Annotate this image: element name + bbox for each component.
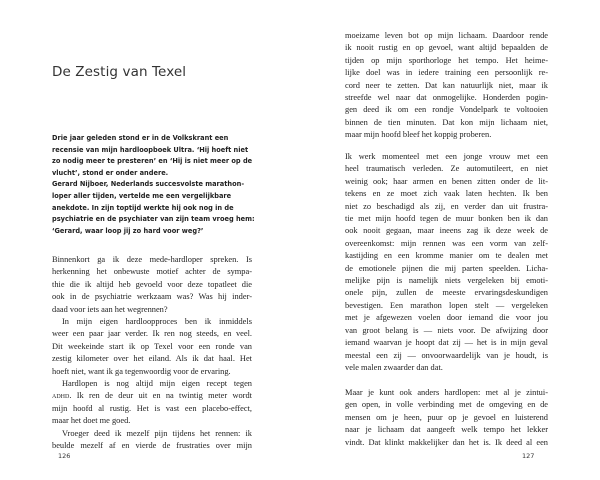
text-line: adhd. Ik ren de deur uit en na twintig meter wordt: [52, 391, 252, 401]
text-line: heel traumatisch verleden. Ze automutileert, en niet: [345, 164, 548, 174]
text-line: Dit weekeinde start ik op Texel voor een ronde van: [52, 341, 252, 351]
text-line: de emotionele pijnen die mij parten speelden. Licha-: [345, 263, 548, 273]
text-line: streefde wel naar dat onmogelijke. Honderden pogin-: [345, 93, 548, 103]
text-line: onele pijn, zullen de meeste ervaringsdeskundigen: [345, 288, 548, 298]
text-line: maar het doet me goed.: [52, 416, 131, 426]
text-line: In mijn eigen hardloopproces ben ik inmiddels: [62, 317, 252, 327]
text-line: Maar je kunt ook anders hardlopen: met al je zintui-: [345, 388, 548, 397]
text-line: daad voor iets aan het wegrennen?: [52, 304, 168, 314]
text-line: Hardlopen is nog altijd mijn eigen recept tegen: [62, 379, 252, 389]
text-line: cord neer te zetten. Dat kan natuurlijk niet, maar ik: [345, 80, 548, 90]
intro-line: psychiatrie en de psychiater van zijn team vroeg hem:: [52, 215, 255, 224]
text-line: herkenning het onbewuste motief achter de sympa-: [52, 267, 252, 277]
intro-line: loper aller tijden, vertelde me een vergelijkbare: [52, 191, 232, 200]
intro-line: vlucht’, stond er onder andere.: [52, 168, 169, 177]
text-line: binnen de tien minuten. Dat kon mijn lichaam niet,: [345, 117, 548, 127]
paragraph-1: [345, 30, 548, 142]
text-line: van groot belang is — niets voor. De afwijzing door: [345, 325, 548, 335]
text-line: hoeft niet, want ik ga tegenwoordig voor de ervaring.: [52, 366, 231, 376]
text-line: niet zo beschadigd als zij, en verder dan uit frustra-: [345, 201, 548, 211]
text-line: mensen om je heen, puur op je gevoel en luisterend: [345, 412, 548, 422]
right-page: [300, 0, 600, 480]
intro-line: ‘Gerard, waar loop jij zo hard voor weg?’: [52, 226, 204, 235]
text-line: mijn hoofd al rustig. Het is vast een placebo-effect,: [52, 403, 252, 413]
page-number-right: 127: [522, 452, 535, 460]
intro-line: recensie van mijn hardloopboek Ultra. ‘Hij hoeft niet: [52, 145, 249, 154]
text-line: tekens en ze moet zich vaak laten hechten. Ik ben: [345, 189, 548, 199]
text-line: Binnenkort ga ik deze mede-hardloper spreken. Is: [52, 255, 252, 264]
text-line: Ik werk momenteel met een jonge vrouw met een: [345, 152, 548, 161]
paragraph-2: [345, 151, 548, 374]
text-line: beulde mezelf af en vierde de frustraties over mijn: [52, 441, 252, 451]
text-line: gen open, in volle verbinding met de omgeving en de: [345, 400, 548, 410]
text-line: Vroeger deed ik mezelf pijn tijdens het rennen: ik: [62, 428, 252, 438]
text-line: vindt. Dat klinkt makkelijker dan het is. Ik deed al een: [345, 437, 548, 447]
text-line: zestig kilometer over het eiland. Als ik dat haal. Het: [52, 354, 252, 364]
intro-line: zo nodig meer te presteren’ en ‘Hij is niet meer op de: [52, 157, 253, 166]
text-line: kastijding en een kromme manier om te dealen met: [345, 251, 548, 261]
text-line: bevestigen. Een marathon lopen stelt — vergeleken: [345, 300, 548, 310]
text-line: naar je lichaam dat aangeeft welk tempo het lekker: [345, 425, 548, 435]
page-number-left: 126: [58, 452, 71, 460]
intro-line: Drie jaar geleden stond er in de Volkskrant een: [52, 134, 229, 142]
text-line: ik nooit rustig en op gevoel, want altijd bepaalden de: [345, 43, 548, 53]
text-line: met je afgewezen voelen door iemand die voor jou: [345, 313, 548, 323]
text-line: maar mijn hoofd bleef het koppig proberen.: [345, 130, 492, 140]
text-line: ook in de psychiatrie werkzaam was? Was hij inder-: [52, 292, 252, 302]
text-line: iemand waarvan je hoopt dat zij — het is in mijn geval: [345, 338, 548, 348]
text-line: tie met mijn hoofd tegen de muur bonken ben ik dan: [345, 214, 548, 224]
text-line: ook nooit gegaan, maar ineens zag ik deze week de: [345, 226, 548, 236]
paragraph-3: [345, 387, 548, 449]
text-line: gen deed ik om een rondje Vondelpark te voltooien: [345, 105, 548, 115]
text-line: tijden op mijn sporthorloge het tempo. Het heime-: [345, 55, 548, 65]
chapter-title: De Zestig van Texel: [52, 64, 187, 80]
text-line: weer een paar jaar verder. Ik ren nog steeds, en veel.: [52, 329, 252, 339]
text-line: overeenkomst: mijn rennen was een vorm van zelf-: [345, 238, 548, 248]
intro-line: Gerard Nijboer, Nederlands succesvolste marathon-: [52, 180, 245, 189]
text-line: thie die ik altijd heb gevoeld voor deze topatleet die: [52, 279, 252, 289]
text-line: melijke pijn is namelijk niets vergeleken bij emoti-: [345, 276, 548, 286]
text-line: meestal een zij — onvoorwaardelijk van je houdt, is: [345, 350, 548, 360]
text-line: weinig ook; haar armen en benen zitten onder de lit-: [345, 176, 548, 186]
intro-line: anekdote. In zijn toptijd werkte hij ook nog in de: [52, 203, 234, 212]
text-line: moeizame leven bot op mijn lichaam. Daardoor rende: [345, 31, 548, 40]
text-line: lijke doel was in iedere training een persoonlijk re-: [345, 68, 548, 78]
body-text-left: [52, 254, 252, 453]
text-line: vele malen zwaarder dan dat.: [345, 362, 443, 372]
intro-text: [52, 133, 282, 237]
